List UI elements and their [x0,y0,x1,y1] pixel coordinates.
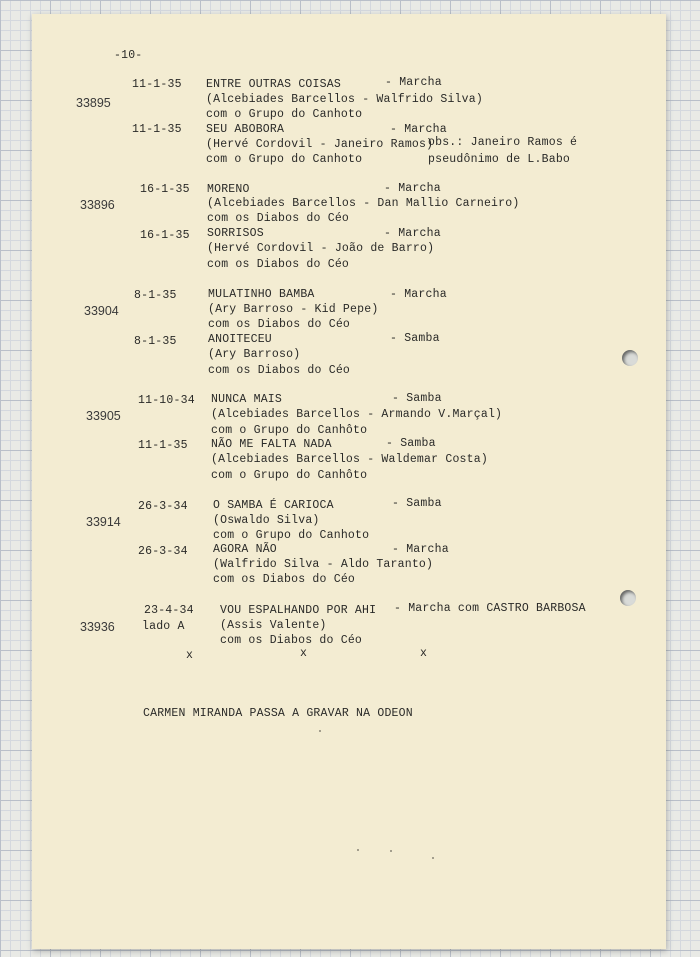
catalog-number: 33896 [80,198,115,212]
song-title: ANOITECEU [208,333,272,346]
song-title: AGORA NÃO [213,543,277,556]
accompaniment: com os Diabos do Céo [208,318,351,331]
song-authors: (Assis Valente) [220,619,327,632]
song-authors: (Alcebiades Barcellos - Dan Mallio Carneiro) [207,197,520,210]
catalog-number: 33904 [84,304,119,318]
song-genre: - Marcha [385,76,442,89]
song-genre: - Marcha [384,227,441,240]
song-authors: (Walfrido Silva - Aldo Taranto) [213,558,434,571]
accompaniment: com o Grupo do Canhoto [206,153,363,166]
record-date: 23-4-34 [144,604,194,617]
song-authors: (Ary Barroso) [208,348,301,361]
song-authors: (Hervé Cordovil - Janeiro Ramos) [206,138,434,151]
punch-hole-top [622,350,638,366]
record-date: 11-1-35 [132,123,182,136]
accompaniment: com o Grupo do Canhoto [206,108,363,121]
ink-speck [390,850,392,852]
observation-note: obs.: Janeiro Ramos é [428,136,578,149]
record-date: 8-1-35 [134,289,177,302]
record-date: 11-1-35 [138,439,188,452]
song-title: ENTRE OUTRAS COISAS [206,78,341,91]
song-genre: - Samba [390,332,440,345]
song-authors: (Hervé Cordovil - João de Barro) [207,242,435,255]
song-title: SEU ABOBORA [206,123,285,136]
song-genre: - Marcha [392,543,449,556]
song-title: VOU ESPALHANDO POR AHI [220,604,377,617]
catalog-number: 33936 [80,620,115,634]
separator-mark: x [420,647,428,660]
song-title: MULATINHO BAMBA [208,288,315,301]
record-date: 11-1-35 [132,78,182,91]
accompaniment: com os Diabos do Céo [207,258,350,271]
record-date: 16-1-35 [140,229,190,242]
song-genre: - Marcha com CASTRO BARBOSA [394,602,586,615]
accompaniment: com os Diabos do Céo [220,634,363,647]
accompaniment: com o Grupo do Canhoto [213,529,370,542]
song-authors: (Alcebiades Barcellos - Waldemar Costa) [211,453,488,466]
record-date: 16-1-35 [140,183,190,196]
record-date: 11-10-34 [138,394,195,407]
punch-hole-bottom [620,590,636,606]
song-title: NÃO ME FALTA NADA [211,438,332,451]
song-title: NUNCA MAIS [211,393,283,406]
separator-mark: x [300,647,308,660]
accompaniment: com o Grupo do Canhôto [211,469,368,482]
accompaniment: com os Diabos do Céo [208,364,351,377]
record-date: 8-1-35 [134,335,177,348]
song-title: SORRISOS [207,227,264,240]
ink-speck [357,849,359,851]
song-authors: (Ary Barroso - Kid Pepe) [208,303,379,316]
song-authors: (Alcebiades Barcellos - Armando V.Marçal) [211,408,503,421]
catalog-number: 33914 [86,515,121,529]
record-date: 26-3-34 [138,545,188,558]
ink-speck [432,857,434,859]
record-side: lado A [142,620,185,633]
catalog-number: 33895 [76,96,111,110]
accompaniment: com os Diabos do Céo [213,573,356,586]
observation-note: pseudônimo de L.Babo [428,153,571,166]
song-genre: - Samba [386,437,436,450]
accompaniment: com os Diabos do Céo [207,212,350,225]
record-date: 26-3-34 [138,500,188,513]
catalog-number: 33905 [86,409,121,423]
song-authors: (Alcebiades Barcellos - Walfrido Silva) [206,93,483,106]
accompaniment: com o Grupo do Canhôto [211,424,368,437]
ink-speck [319,730,321,732]
song-genre: - Marcha [390,123,447,136]
separator-mark: x [186,649,194,662]
song-genre: - Samba [392,497,442,510]
song-genre: - Marcha [384,182,441,195]
song-genre: - Samba [392,392,442,405]
song-title: O SAMBA É CARIOCA [213,499,334,512]
footer-note: CARMEN MIRANDA PASSA A GRAVAR NA ODEON [143,707,413,720]
song-authors: (Oswaldo Silva) [213,514,320,527]
song-genre: - Marcha [390,288,447,301]
song-title: MORENO [207,183,250,196]
page-number: -10- [114,49,143,62]
